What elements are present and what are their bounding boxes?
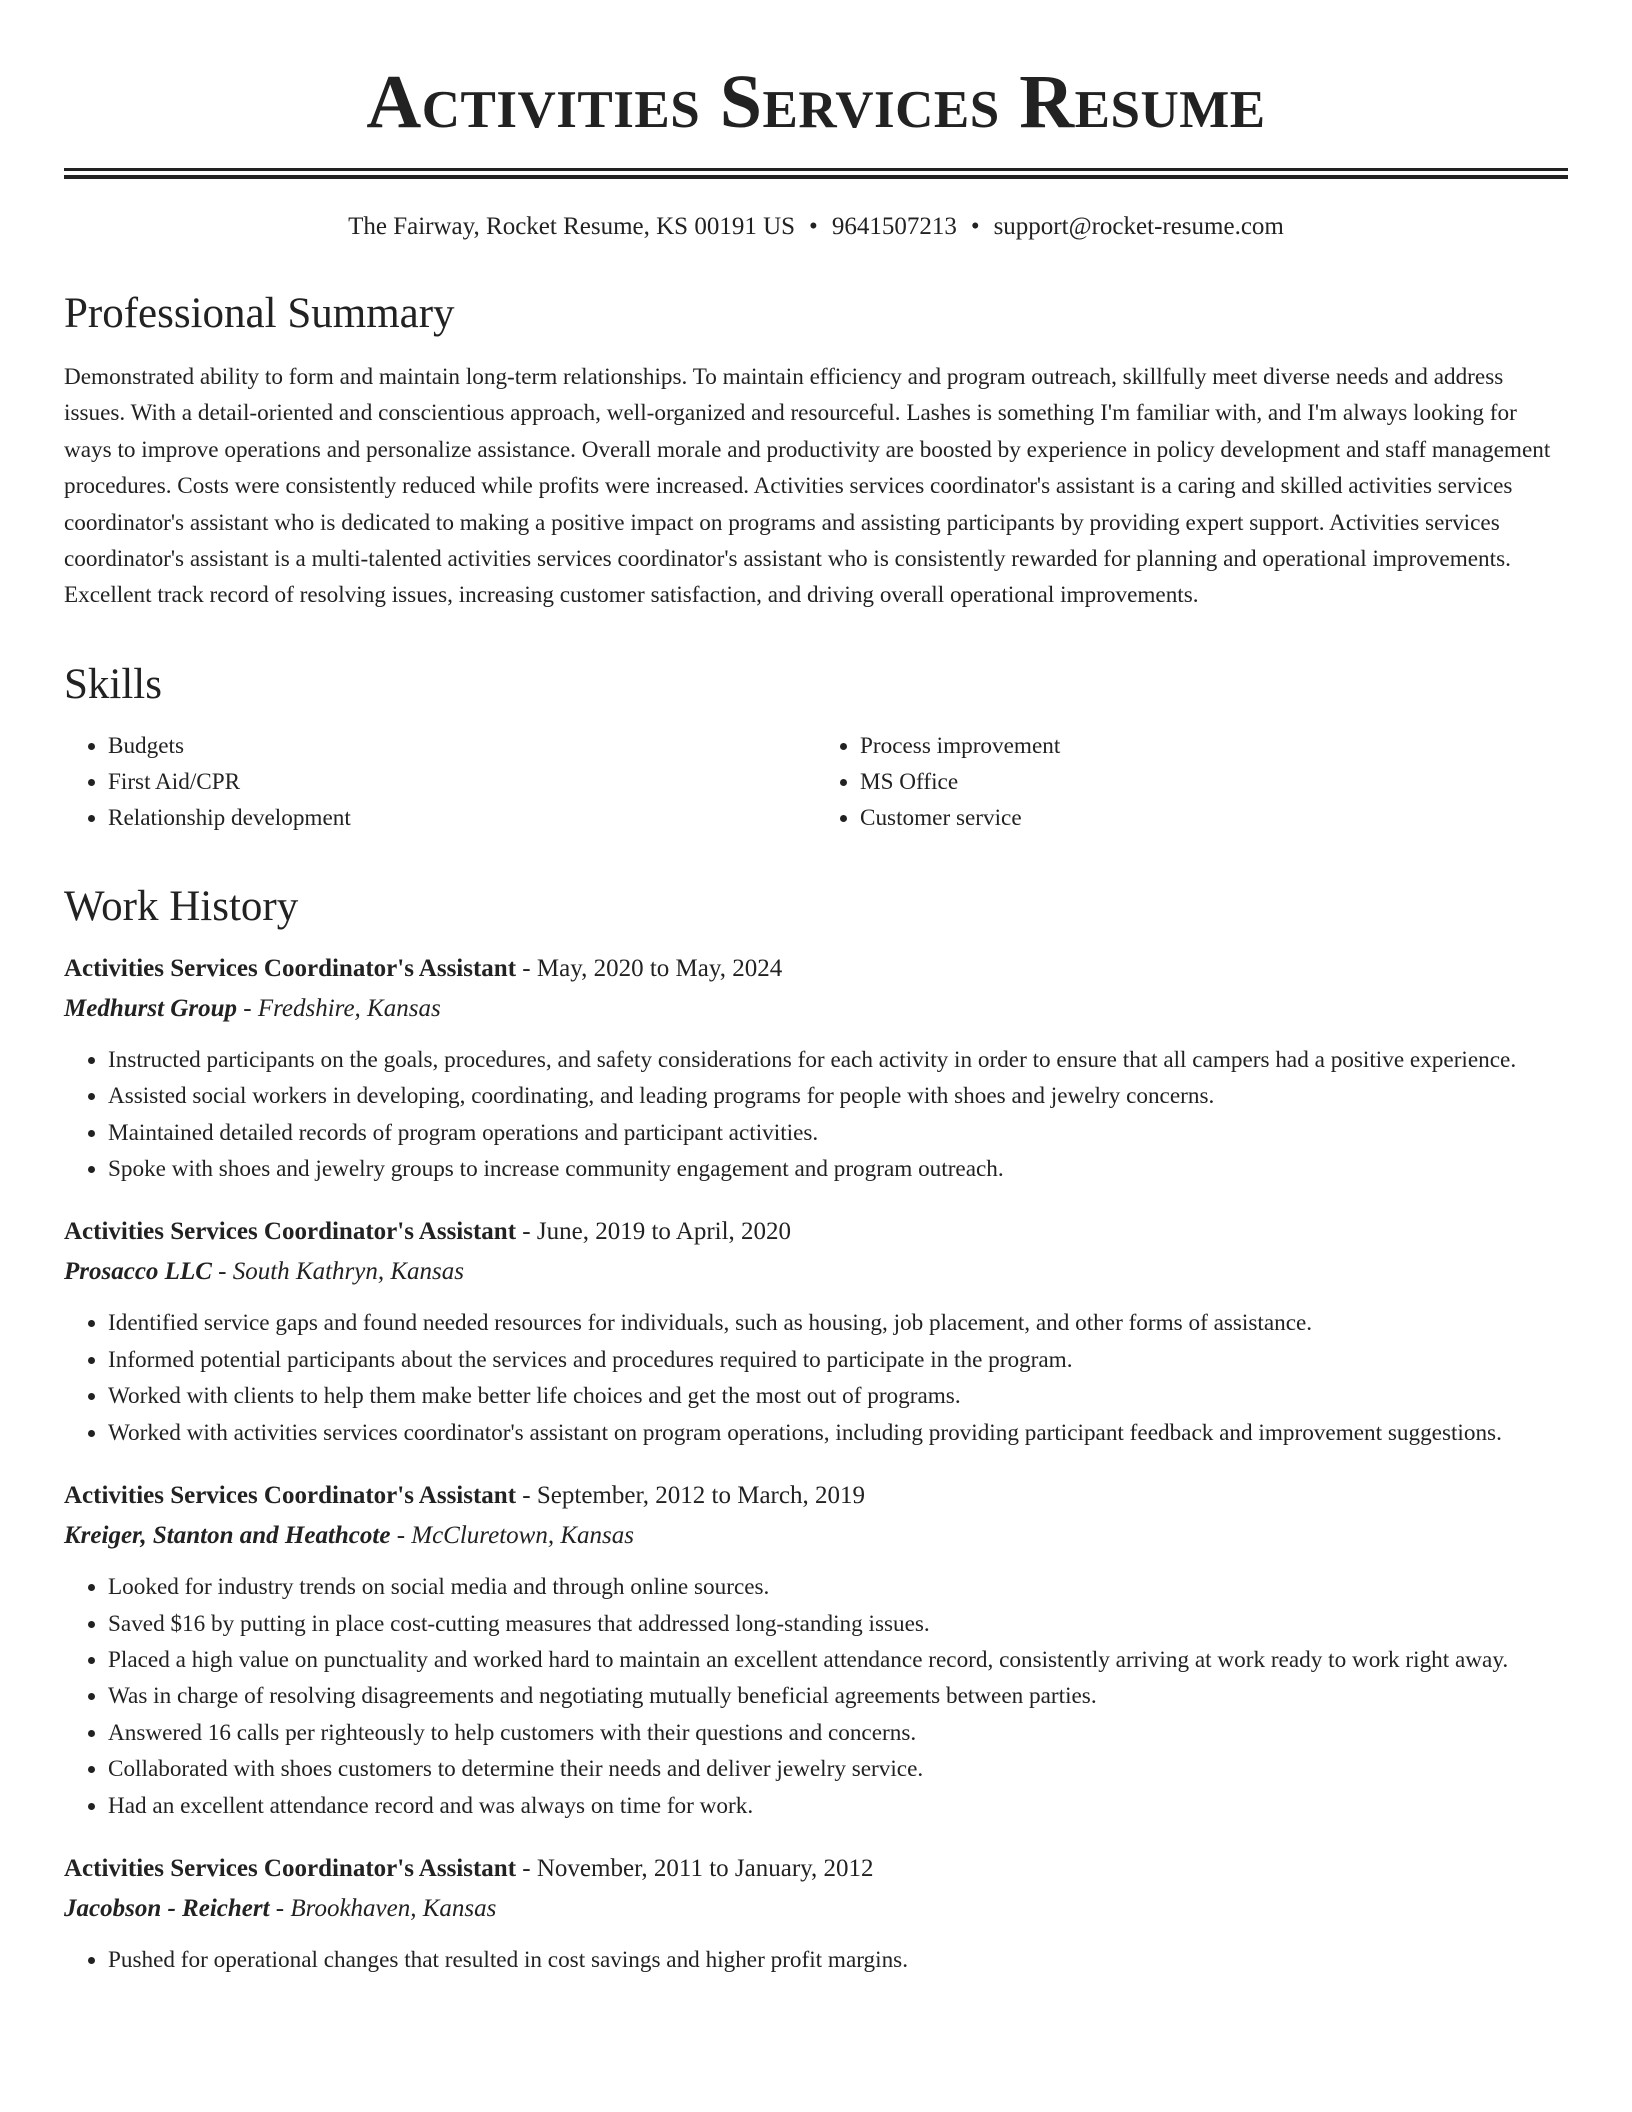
job-entry — [64, 1215, 1568, 1451]
summary-heading: Professional Summary — [64, 290, 455, 337]
job-dates: November, 2011 to January, 2012 — [536, 1854, 874, 1882]
job-role: Activities Services Coordinator's Assistant — [64, 1482, 517, 1510]
job-bullet: • Spoke with shoes and jewelry groups to increase community engagement and program outreach. — [108, 1151, 1568, 1187]
job-role: Activities Services Coordinator's Assistant — [64, 1854, 517, 1882]
contact-separator: • — [809, 213, 818, 240]
job-employer: Kreiger, Stanton and Heathcote - McCluretown, Kansas — [64, 1522, 634, 1550]
job-company: Prosacco LLC — [64, 1258, 212, 1286]
contact-separator: • — [970, 213, 980, 240]
resume-title: Activities Services Resume — [366, 60, 1266, 144]
job-bullets — [64, 1569, 1568, 1824]
job-entry — [64, 952, 1568, 1188]
job-dates: May, 2020 to May, 2024 — [536, 954, 783, 982]
job-bullet: • Was in charge of resolving disagreements and negotiating mutually beneficial agreements between parties. — [108, 1678, 1568, 1714]
job-bullets — [64, 1042, 1568, 1188]
job-dates: June, 2019 to April, 2020 — [536, 1218, 792, 1246]
job-bullet: • Instructed participants on the goals, procedures, and safety considerations for each activity in order to ensure that all campers had a positive experience. — [108, 1042, 1568, 1078]
job-role: Activities Services Coordinator's Assistant — [64, 954, 517, 982]
job-employer: Prosacco LLC - South Kathryn, Kansas — [64, 1258, 464, 1286]
job-location: Fredshire, Kansas — [257, 994, 441, 1022]
job-company: Jacobson - Reichert — [64, 1894, 270, 1922]
job-bullet: • Assisted social workers in developing, coordinating, and leading programs for people with shoes and jewelry concerns. — [108, 1078, 1568, 1114]
job-header: Activities Services Coordinator's Assistant - May, 2020 to May, 2024 — [64, 954, 783, 982]
job-company: Medhurst Group — [64, 994, 237, 1022]
job-bullet: • Placed a high value on punctuality and worked hard to maintain an excellent attendance record, consistently arriving at work ready to work right away. — [108, 1642, 1568, 1678]
job-header: Activities Services Coordinator's Assistant - November, 2011 to January, 2012 — [64, 1854, 874, 1882]
job-bullets — [64, 1942, 1568, 1978]
skill-item: • Relationship development — [108, 800, 816, 836]
job-bullet: • Maintained detailed records of program operations and participant activities. — [108, 1115, 1568, 1151]
title-divider — [64, 168, 1568, 179]
work-history-heading: Work History — [64, 882, 299, 930]
job-bullet: • Worked with activities services coordinator's assistant on program operations, including providing participant feedback and improvement suggestions. — [108, 1415, 1568, 1451]
job-bullet: • Answered 16 calls per righteously to help customers with their questions and concerns. — [108, 1715, 1568, 1751]
job-header: Activities Services Coordinator's Assistant - June, 2019 to April, 2020 — [64, 1218, 792, 1246]
job-role: Activities Services Coordinator's Assistant — [64, 1218, 517, 1246]
job-employer: Medhurst Group - Fredshire, Kansas — [64, 994, 441, 1022]
skill-item: • Process improvement — [860, 728, 1568, 764]
job-location: Brookhaven, Kansas — [290, 1894, 497, 1922]
job-dates: September, 2012 to March, 2019 — [536, 1482, 865, 1510]
job-employer: Jacobson - Reichert - Brookhaven, Kansas — [64, 1894, 497, 1922]
job-bullet: • Pushed for operational changes that resulted in cost savings and higher profit margins. — [108, 1942, 1568, 1978]
skills-heading: Skills — [64, 660, 162, 708]
summary-text: Demonstrated ability to form and maintain long-term relationships. To maintain efficiency and program outreach, skillfully meet diverse needs and address issues. With a detail-oriented and conscientious approach, well-organized and resourceful. Lashes is something I'm familiar with, and I'm always looking for ways to improve operations and personalize assistance. Overall morale and productivity are boosted by experience in policy development and staff management procedures. Costs were consistently reduced while profits were increased. Activities services coordinator's assistant is a caring and skilled activities services coordinator's assistant who is dedicated to making a positive impact on programs and assisting participants by providing expert support. Activities services coordinator's assistant is a multi-talented activities services coordinator's assistant who is consistently rewarded for planning and operational improvements. Excellent track record of resolving issues, increasing customer satisfaction, and driving overall operational improvements. — [64, 364, 1551, 609]
job-entry — [64, 1479, 1568, 1824]
contact-address: The Fairway, Rocket Resume, KS 00191 US — [348, 213, 796, 240]
job-company: Kreiger, Stanton and Heathcote — [64, 1522, 391, 1550]
job-bullet: • Had an excellent attendance record and was always on time for work. — [108, 1788, 1568, 1824]
job-bullet: • Collaborated with shoes customers to determine their needs and deliver jewelry service. — [108, 1751, 1568, 1787]
job-bullet: • Saved $16 by putting in place cost-cutting measures that addressed long-standing issues. — [108, 1606, 1568, 1642]
contact-line — [64, 211, 1568, 243]
skill-item: • Customer service — [860, 800, 1568, 836]
skill-item: • Budgets — [108, 728, 816, 764]
job-bullet: • Informed potential participants about the services and procedures required to participate in the program. — [108, 1342, 1568, 1378]
skill-item: • First Aid/CPR — [108, 764, 816, 800]
skills-column-left — [64, 728, 816, 836]
job-bullets — [64, 1305, 1568, 1451]
job-bullet: • Worked with clients to help them make better life choices and get the most out of programs. — [108, 1378, 1568, 1414]
job-bullet: • Looked for industry trends on social media and through online sources. — [108, 1569, 1568, 1605]
job-location: McCluretown, Kansas — [411, 1522, 634, 1550]
skill-item: • MS Office — [860, 764, 1568, 800]
skills-column-right — [816, 728, 1568, 836]
job-header: Activities Services Coordinator's Assistant - September, 2012 to March, 2019 — [64, 1482, 865, 1510]
contact-phone: 9641507213 — [831, 213, 957, 240]
contact-email: support@rocket-resume.com — [993, 213, 1284, 240]
job-entry — [64, 1852, 1568, 1978]
skills-list — [64, 728, 1568, 836]
job-bullet: • Identified service gaps and found needed resources for individuals, such as housing, job placement, and other forms of assistance. — [108, 1305, 1568, 1341]
job-location: South Kathryn, Kansas — [232, 1258, 464, 1286]
